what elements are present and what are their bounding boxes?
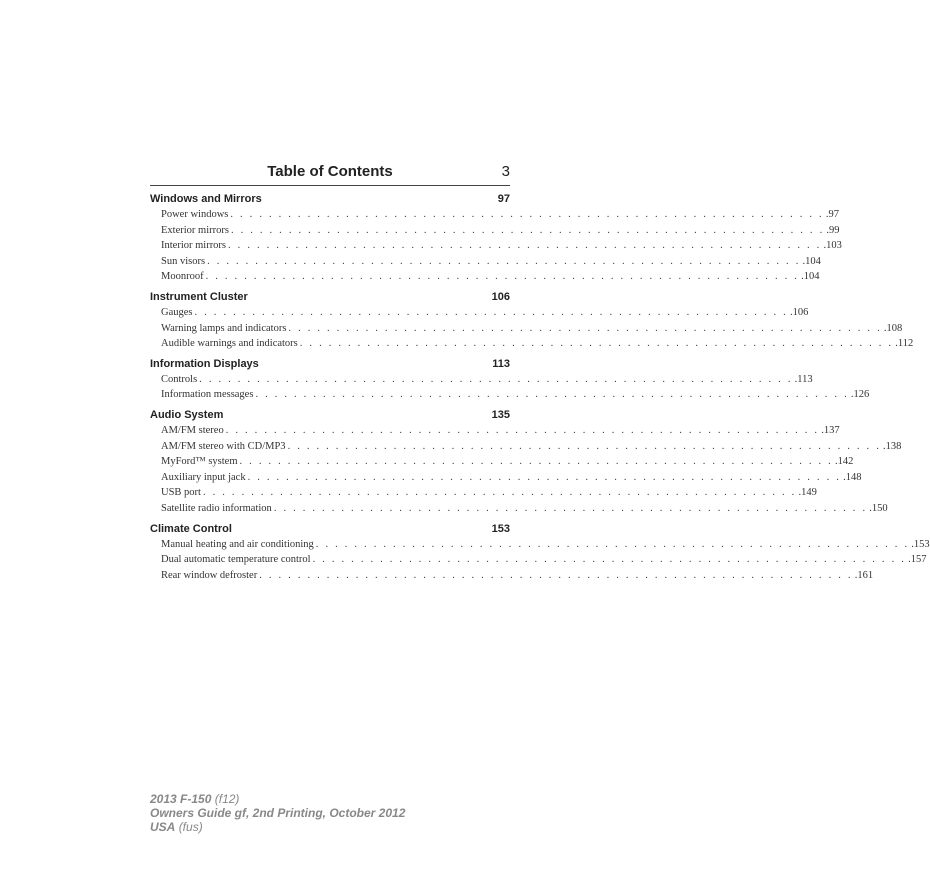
entry-label: USB port [161,487,201,499]
dot-leader: . . . . . . . . . . . . . . . . . . . . . . . . . . . . . . . . . . . . . . . . . . . . . . . . . . . . . . . . . . . . . . [273,502,868,514]
section-page: 153 [491,522,510,535]
entry-label: MyFord™ system [161,456,238,468]
section-heading[interactable] [150,289,510,305]
entry-label: Gauges [161,306,193,318]
entry-label: Rear window defroster [161,569,258,581]
section-title: Information Displays [150,357,259,370]
dot-leader: . . . . . . . . . . . . . . . . . . . . . . . . . . . . . . . . . . . . . . . . . . . . . . . . . . . . . . . . . . . . . . [312,554,907,566]
toc-entry[interactable] [150,454,854,470]
dot-leader: . . . . . . . . . . . . . . . . . . . . . . . . . . . . . . . . . . . . . . . . . . . . . . . . . . . . . . . . . . . . . . [255,389,849,401]
entry-page: .138 [883,440,902,452]
toc-entry[interactable] [150,223,840,239]
entry-page: .104 [801,271,820,283]
toc-entry[interactable] [150,238,842,254]
section-title: Audio System [150,408,224,421]
footer-line-1 [150,792,405,806]
entry-label: Satellite radio information [161,502,272,514]
section-page: 106 [491,290,510,303]
entry-label: Dual automatic temperature control [161,554,311,566]
entry-label: Exterior mirrors [161,224,229,236]
dot-leader: . . . . . . . . . . . . . . . . . . . . . . . . . . . . . . . . . . . . . . . . . . . . . . . . . . . . . . . . . . . . . . [205,271,800,283]
footer-line-2 [150,806,405,820]
toc-section [150,407,902,517]
toc-section [150,521,930,584]
entry-page: .148 [843,471,862,483]
toc-entry[interactable] [150,207,839,223]
section-title: Windows and Mirrors [150,193,262,205]
toc-entry[interactable] [150,501,888,517]
entry-page: .112 [895,338,914,350]
toc-entry[interactable] [150,305,809,321]
toc-section [150,289,914,352]
toc-entry[interactable] [150,470,862,486]
toc-entry[interactable] [150,439,902,455]
entry-page: .126 [850,389,870,401]
section-page: 135 [491,408,510,421]
entry-label: Controls [161,373,198,385]
section-title: Instrument Cluster [150,290,248,303]
entry-label: AM/FM stereo with CD/MP3 [161,440,286,452]
entry-label: Information messages [161,389,254,401]
entry-page: .108 [883,322,903,334]
entry-page: .97 [825,209,839,220]
section-heading[interactable] [150,521,510,537]
dot-leader: . . . . . . . . . . . . . . . . . . . . . . . . . . . . . . . . . . . . . . . . . . . . . . . . . . . . . . . . . . . . . . [287,440,882,452]
entry-label: Audible warnings and indicators [161,338,298,350]
dot-leader: . . . . . . . . . . . . . . . . . . . . . . . . . . . . . . . . . . . . . . . . . . . . . . . . . . . . . . . . . . . . . . [199,373,793,385]
dot-leader: . . . . . . . . . . . . . . . . . . . . . . . . . . . . . . . . . . . . . . . . . . . . . . . . . . . . . . . . . . . . . . [225,424,820,436]
page-header [150,163,510,186]
entry-page: .142 [835,456,854,468]
dot-leader: . . . . . . . . . . . . . . . . . . . . . . . . . . . . . . . . . . . . . . . . . . . . . . . . . . . . . . . . . . . . . . [207,255,801,267]
entry-page: .106 [789,306,809,318]
dot-leader: . . . . . . . . . . . . . . . . . . . . . . . . . . . . . . . . . . . . . . . . . . . . . . . . . . . . . . . . . . . . . . [259,569,853,581]
section-title: Climate Control [150,522,232,535]
entry-label: Interior mirrors [161,240,227,252]
dot-leader: . . . . . . . . . . . . . . . . . . . . . . . . . . . . . . . . . . . . . . . . . . . . . . . . . . . . . . . . . . . . . . [299,338,894,350]
section-heading[interactable] [150,356,510,372]
toc-entry[interactable] [150,372,813,388]
entry-page: .153 [911,538,930,550]
dot-leader: . . . . . . . . . . . . . . . . . . . . . . . . . . . . . . . . . . . . . . . . . . . . . . . . . . . . . . . . . . . . . . [315,538,910,550]
toc-entry[interactable] [150,552,927,568]
entry-page: .161 [854,569,874,581]
dot-leader: . . . . . . . . . . . . . . . . . . . . . . . . . . . . . . . . . . . . . . . . . . . . . . . . . . . . . . . . . . . . . . [194,306,788,318]
toc-section [150,191,842,285]
entry-label: Sun visors [161,255,206,267]
footer-market-code: (fus) [178,820,203,834]
footer-guide-info: Owners Guide gf, 2nd Printing, October 2012 [150,806,406,820]
footer-line-3 [150,820,405,834]
entry-page: .157 [908,554,927,566]
entry-label: Power windows [161,209,229,220]
toc-entry[interactable] [150,537,930,553]
toc-entry[interactable] [150,568,874,584]
section-page: 97 [497,193,510,205]
entry-label: Manual heating and air conditioning [161,538,314,550]
entry-label: Warning lamps and indicators [161,322,287,334]
dot-leader: . . . . . . . . . . . . . . . . . . . . . . . . . . . . . . . . . . . . . . . . . . . . . . . . . . . . . . . . . . . . . . [202,487,797,499]
page-title: Table of Contents [267,163,393,180]
dot-leader: . . . . . . . . . . . . . . . . . . . . . . . . . . . . . . . . . . . . . . . . . . . . . . . . . . . . . . . . . . . . . . [288,322,882,334]
toc-section [150,356,870,403]
toc-entry[interactable] [150,387,870,403]
entry-page: .103 [823,240,842,252]
dot-leader: . . . . . . . . . . . . . . . . . . . . . . . . . . . . . . . . . . . . . . . . . . . . . . . . . . . . . . . . . . . . . . [247,471,842,483]
footer-model: 2013 F-150 [150,792,212,806]
toc-entry[interactable] [150,321,903,337]
entry-page: .104 [802,255,821,267]
entry-label: Auxiliary input jack [161,471,246,483]
footer-market: USA [150,820,176,834]
section-heading[interactable] [150,191,510,207]
dot-leader: . . . . . . . . . . . . . . . . . . . . . . . . . . . . . . . . . . . . . . . . . . . . . . . . . . . . . . . . . . . . . . [230,224,825,236]
toc-entry[interactable] [150,269,820,285]
table-of-contents [150,191,930,587]
footer [150,792,405,834]
entry-page: .137 [821,424,840,436]
entry-label: AM/FM stereo [161,424,224,436]
dot-leader: . . . . . . . . . . . . . . . . . . . . . . . . . . . . . . . . . . . . . . . . . . . . . . . . . . . . . . . . . . . . . . [239,456,833,468]
entry-page: .99 [826,224,840,236]
dot-leader: . . . . . . . . . . . . . . . . . . . . . . . . . . . . . . . . . . . . . . . . . . . . . . . . . . . . . . . . . . . . . . [228,240,822,252]
section-heading[interactable] [150,407,510,423]
entry-page: .149 [798,487,817,499]
footer-model-code: (f12) [214,792,240,806]
toc-entry[interactable] [150,336,914,352]
toc-entry[interactable] [150,423,840,439]
entry-label: Moonroof [161,271,204,283]
toc-entry[interactable] [150,485,817,501]
dot-leader: . . . . . . . . . . . . . . . . . . . . . . . . . . . . . . . . . . . . . . . . . . . . . . . . . . . . . . . . . . . . . . [230,209,824,220]
entry-page: .113 [794,373,813,385]
section-page: 113 [492,357,510,370]
page-number: 3 [501,163,510,180]
toc-entry[interactable] [150,254,821,270]
entry-page: .150 [869,502,888,514]
